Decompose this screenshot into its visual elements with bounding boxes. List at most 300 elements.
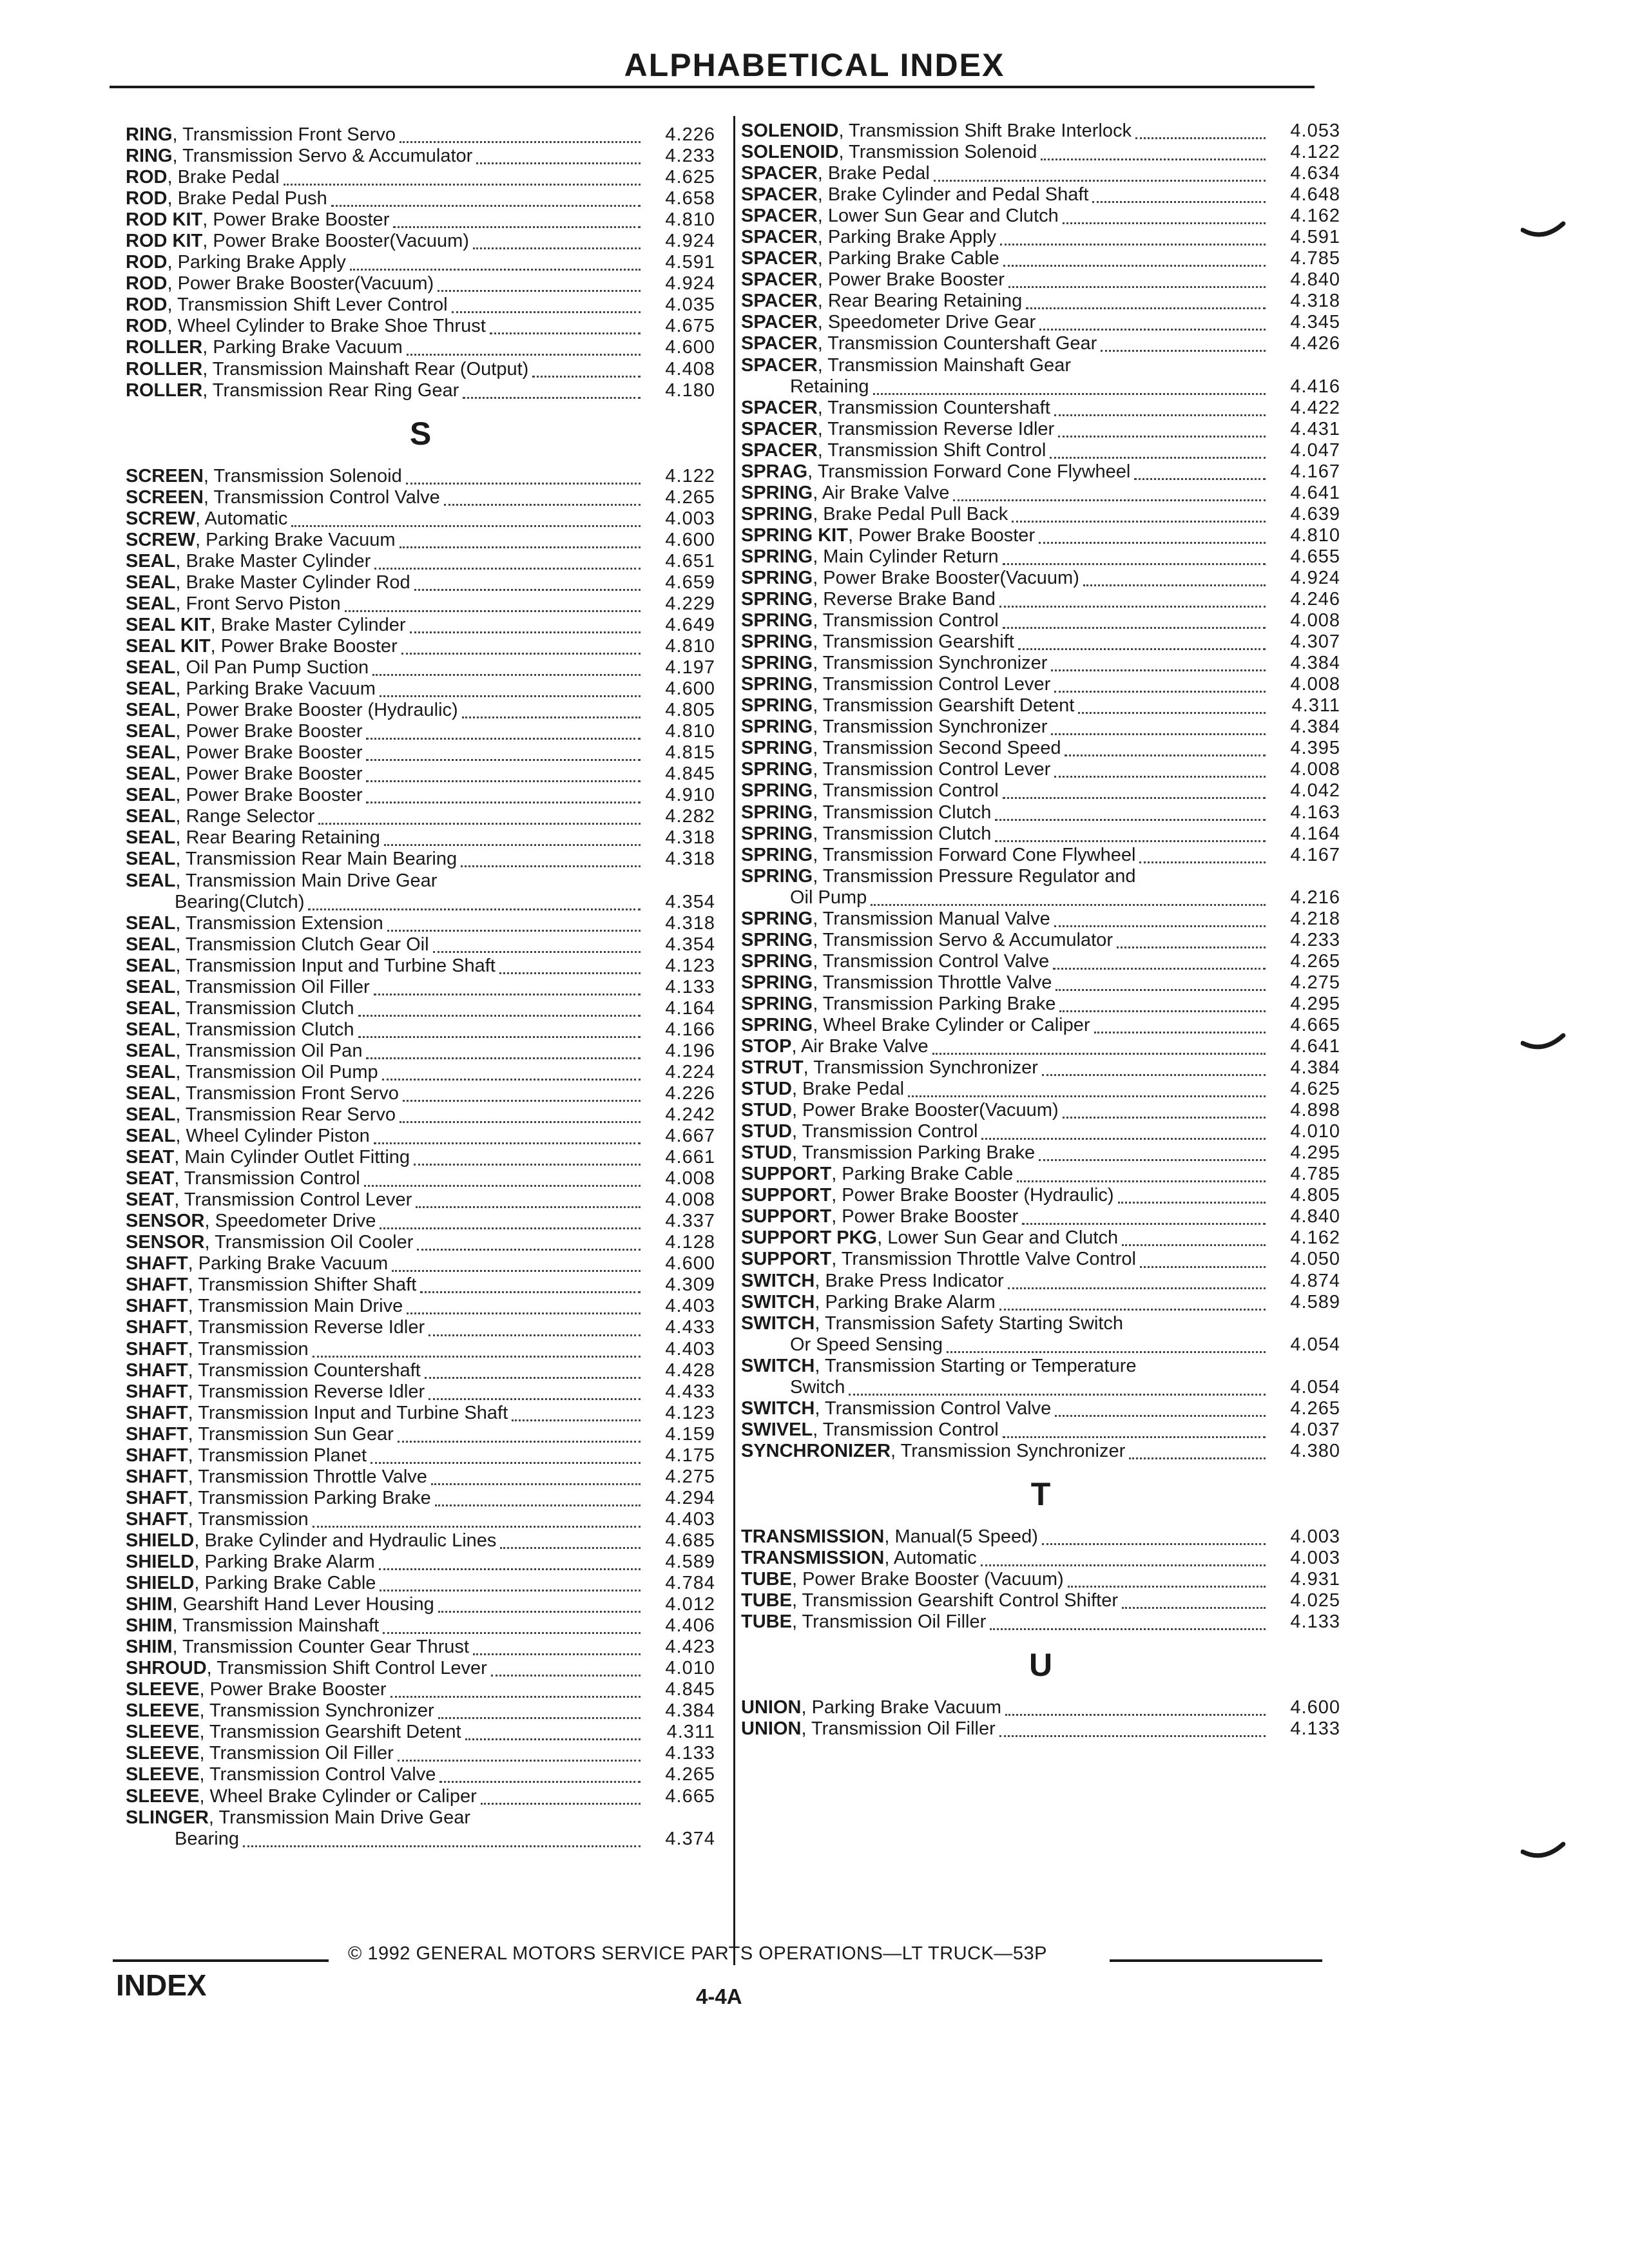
entry-term [126, 380, 459, 401]
entry-description: , Parking Brake Cable [194, 1573, 376, 1594]
entry-keyword: SEAL [126, 1082, 176, 1104]
entry-page-ref: 4.010 [1290, 1121, 1340, 1142]
entry-page-ref: 4.246 [1290, 589, 1340, 610]
entry-keyword: SHAFT [126, 1466, 188, 1487]
entry-term [741, 1164, 1013, 1185]
dot-leader [981, 1555, 1266, 1566]
entry-term [741, 568, 1079, 589]
dot-leader [380, 1218, 641, 1229]
entry-description: , Transmission Control [813, 610, 999, 631]
entry-term [126, 934, 429, 956]
entry-description: , Manual(5 Speed) [884, 1526, 1038, 1547]
entry-term [126, 551, 371, 572]
dot-leader [1117, 937, 1266, 948]
entry-page-ref: 4.042 [1290, 780, 1340, 802]
dot-leader [392, 1261, 641, 1272]
entry-term [126, 1403, 508, 1424]
index-entry [741, 355, 1340, 376]
entry-keyword: SLEEVE [126, 1764, 200, 1785]
index-entry [741, 1419, 1340, 1441]
footer-rule-right [1110, 1959, 1322, 1962]
entry-page-ref: 4.163 [1290, 802, 1340, 823]
entry-description: , Transmission Countershaft Gear [817, 333, 1097, 354]
index-entry [741, 631, 1340, 653]
entry-term [126, 316, 486, 337]
entry-description: , Brake Master Cylinder Rod [175, 572, 410, 593]
entry-page-ref: 4.641 [1290, 482, 1340, 503]
index-entry [126, 1807, 715, 1829]
index-entry [741, 1356, 1340, 1377]
index-entry [126, 530, 715, 551]
index-entry [741, 1590, 1340, 1611]
dot-leader [438, 1708, 641, 1719]
dot-leader [380, 686, 641, 697]
dot-leader [364, 1176, 641, 1187]
entry-description: , Transmission Extension [175, 912, 383, 934]
dot-leader [452, 302, 641, 313]
entry-keyword: SPRING [741, 567, 813, 588]
entry-term [741, 291, 1022, 312]
entry-term [741, 738, 1061, 759]
entry-keyword: SHAFT [126, 1274, 188, 1296]
entry-keyword: SEAT [126, 1147, 175, 1168]
entry-term [741, 1334, 943, 1356]
entry-keyword: SPACER [741, 163, 818, 184]
dot-leader [461, 856, 641, 867]
entry-term [126, 1700, 434, 1722]
entry-description: , Transmission Reverse Idler [817, 418, 1055, 439]
entry-term [126, 337, 403, 358]
entry-term [741, 1057, 1038, 1079]
entry-keyword: ROD [126, 294, 168, 316]
entry-page-ref: 4.403 [665, 1508, 715, 1530]
entry-term [741, 461, 1130, 483]
dot-leader [366, 750, 641, 761]
entry-term [126, 1786, 477, 1807]
entry-description: , Transmission Gearshift [813, 631, 1014, 653]
entry-term [126, 1041, 362, 1062]
entry-term [741, 653, 1047, 674]
index-entry [126, 1445, 715, 1466]
entry-description: , Transmission Rear Servo [175, 1104, 396, 1126]
entry-term [126, 956, 496, 977]
entry-keyword: SPACER [741, 418, 818, 439]
margin-mark [1521, 216, 1566, 248]
entry-description: Bearing(Clutch) [175, 891, 305, 912]
entry-page-ref: 4.008 [665, 1189, 715, 1211]
entry-page-ref: 4.784 [665, 1573, 715, 1594]
dot-leader [382, 1070, 641, 1081]
index-entry [741, 269, 1340, 291]
entry-term [126, 1062, 378, 1083]
entry-term [126, 977, 370, 998]
entry-page-ref: 4.810 [665, 635, 715, 657]
dot-leader [1003, 1427, 1266, 1438]
entry-page-ref: 4.354 [665, 891, 715, 912]
entry-term [741, 248, 999, 269]
entry-description: , Transmission Control Valve [815, 1398, 1052, 1419]
entry-keyword: SCREW [126, 529, 195, 550]
dot-leader [999, 597, 1266, 608]
index-entry [741, 1377, 1340, 1398]
entry-keyword: SPRING KIT [741, 524, 848, 546]
entry-keyword: SEAL [126, 870, 176, 891]
dot-leader [313, 1517, 641, 1528]
dot-leader [366, 771, 641, 782]
entry-keyword: STUD [741, 1121, 792, 1142]
entry-page-ref: 4.295 [1290, 993, 1340, 1014]
entry-keyword: SHAFT [126, 1381, 188, 1402]
index-entry [126, 1104, 715, 1126]
entry-page-ref: 4.665 [1290, 1014, 1340, 1035]
index-entry [741, 1142, 1340, 1164]
entry-keyword: SUPPORT PKG [741, 1227, 878, 1249]
entry-keyword: SUPPORT [741, 1164, 832, 1185]
dot-leader [1101, 341, 1266, 352]
index-entry [741, 1697, 1340, 1718]
index-entry [741, 610, 1340, 631]
dot-leader [416, 1197, 641, 1208]
index-entry [126, 231, 715, 252]
entry-page-ref: 4.218 [1290, 908, 1340, 929]
index-entry [126, 615, 715, 636]
index-entry [126, 1126, 715, 1147]
index-entry [741, 1334, 1340, 1356]
entry-page-ref: 4.406 [665, 1615, 715, 1637]
entry-page-ref: 4.423 [665, 1637, 715, 1658]
entry-keyword: SEAL [126, 550, 176, 572]
entry-page-ref: 4.311 [1291, 695, 1340, 716]
dot-leader [1135, 128, 1266, 139]
index-entry [126, 1764, 715, 1785]
dot-leader [387, 921, 641, 932]
dot-leader [371, 1453, 641, 1464]
entry-description: , Transmission Oil Filler [175, 976, 370, 997]
index-entry [126, 827, 715, 849]
entry-term [126, 1722, 461, 1743]
entry-keyword: SPRING [741, 780, 813, 802]
entry-description: , Brake Master Cylinder [210, 614, 406, 635]
dot-leader [345, 601, 641, 612]
entry-keyword: SCREEN [126, 486, 204, 508]
entry-keyword: SEAL [126, 997, 176, 1019]
index-entry [126, 1466, 715, 1488]
entry-term [741, 610, 999, 631]
dot-leader [1039, 320, 1266, 331]
index-entry [741, 695, 1340, 716]
index-entry [126, 551, 715, 572]
entry-page-ref: 4.665 [665, 1785, 715, 1807]
entry-description: , Oil Pan Pump Suction [175, 657, 369, 678]
entry-keyword: SUPPORT [741, 1206, 832, 1227]
page-title: ALPHABETICAL INDEX [624, 47, 1005, 83]
entry-term [126, 508, 287, 530]
index-entry [126, 849, 715, 870]
margin-mark [1521, 1836, 1566, 1869]
entry-page-ref: 4.634 [1290, 163, 1340, 184]
entry-term [741, 333, 1097, 354]
entry-keyword: STUD [741, 1100, 792, 1121]
entry-term [741, 1569, 1064, 1590]
dot-leader [1094, 1023, 1266, 1033]
entry-keyword: SYNCHRONIZER [741, 1440, 891, 1461]
index-entry [741, 120, 1340, 142]
dot-leader [1039, 533, 1266, 544]
entry-keyword: SPACER [741, 354, 818, 376]
index-entry [741, 419, 1340, 440]
entry-keyword: SEAL [126, 1104, 176, 1126]
dot-leader [1059, 1001, 1266, 1012]
index-entry [741, 376, 1340, 398]
entry-description: , Transmission Mainshaft Rear (Output) [202, 358, 529, 380]
entry-page-ref: 4.054 [1290, 1376, 1340, 1398]
index-entry [126, 1786, 715, 1807]
dot-leader [366, 793, 641, 803]
dot-leader [990, 1619, 1266, 1630]
entry-term [741, 163, 930, 184]
entry-term [126, 636, 398, 657]
index-entry [741, 504, 1340, 525]
entry-term [741, 887, 867, 908]
entry-description: , Automatic [195, 508, 288, 529]
dot-leader [1003, 788, 1266, 799]
entry-term [741, 994, 1055, 1015]
entry-description: , Brake Pedal Pull Back [813, 503, 1008, 524]
entry-term [126, 1424, 394, 1445]
entry-description: , Automatic [884, 1548, 977, 1568]
entry-description: , Transmission Clutch [175, 997, 354, 1019]
entry-page-ref: 4.008 [1290, 759, 1340, 780]
entry-description: , Brake Cylinder and Pedal Shaft [817, 184, 1089, 206]
index-entry [741, 440, 1340, 461]
entry-description: , Wheel Cylinder to Brake Shoe Thrust [167, 316, 486, 337]
entry-description: , Transmission Second Speed [813, 738, 1061, 759]
entry-keyword: SPACER [741, 439, 818, 461]
entry-description: , Power Brake Booster [210, 635, 398, 657]
entry-keyword: SHIELD [126, 1552, 195, 1572]
entry-page-ref: 4.403 [665, 1338, 715, 1360]
entry-term [126, 1488, 431, 1509]
index-entry [126, 337, 715, 358]
entry-keyword: SHIM [126, 1594, 173, 1615]
dot-leader [384, 835, 641, 846]
entry-page-ref: 4.403 [665, 1296, 715, 1317]
dot-leader [1127, 1321, 1266, 1331]
dot-leader [350, 260, 641, 271]
entry-description: , Transmission Clutch [813, 823, 992, 844]
entry-description: , Transmission Rear Main Bearing [175, 849, 458, 870]
entry-keyword: SHAFT [126, 1508, 188, 1530]
entry-keyword: SEAL [126, 849, 176, 870]
entry-term [741, 866, 1135, 887]
entry-description: , Transmission Synchronizer [199, 1700, 434, 1722]
entry-description: , Transmission Front Servo [175, 1082, 399, 1104]
entry-keyword: SOLENOID [741, 120, 839, 141]
entry-page-ref: 4.053 [1290, 120, 1340, 141]
dot-leader [1140, 1257, 1266, 1268]
entry-description: , Air Brake Valve [813, 482, 950, 503]
index-entry [126, 1083, 715, 1104]
dot-leader [358, 1027, 641, 1038]
entry-page-ref: 4.162 [1290, 1227, 1340, 1249]
entry-page-ref: 4.175 [665, 1445, 715, 1466]
entry-page-ref: 4.815 [665, 742, 715, 764]
entry-keyword: SEAL [126, 806, 176, 827]
entry-keyword: SEAL [126, 1040, 176, 1061]
index-column-left [126, 124, 715, 1850]
entry-keyword: TUBE [741, 1590, 792, 1611]
entry-keyword: SPRING [741, 950, 813, 972]
entry-keyword: SHAFT [126, 1423, 188, 1445]
entry-term [126, 1743, 394, 1764]
entry-page-ref: 4.307 [1290, 631, 1340, 653]
entry-page-ref: 4.661 [665, 1147, 715, 1168]
entry-term [126, 827, 380, 849]
entry-term [741, 376, 869, 398]
entry-page-ref: 4.265 [665, 1764, 715, 1785]
entry-description: , Transmission Main Drive Gear [175, 870, 438, 891]
entry-page-ref: 4.600 [665, 337, 715, 358]
entry-page-ref: 4.600 [665, 1253, 715, 1274]
entry-term [741, 1249, 1136, 1270]
index-entry [126, 998, 715, 1019]
entry-keyword: SLEEVE [126, 1785, 200, 1807]
dot-leader [953, 490, 1266, 501]
entry-keyword: SCREEN [126, 465, 204, 486]
index-entry [741, 398, 1340, 419]
index-entry [126, 764, 715, 785]
index-entry [126, 934, 715, 956]
entry-page-ref: 4.122 [665, 465, 715, 486]
dot-leader [403, 1091, 641, 1102]
dot-leader [420, 1282, 641, 1293]
entry-keyword: SWITCH [741, 1270, 815, 1291]
index-entry [126, 1530, 715, 1552]
dot-leader [1063, 213, 1266, 224]
entry-keyword: SPRING [741, 695, 813, 716]
dot-leader [1050, 448, 1266, 459]
entry-page-ref: 4.374 [665, 1828, 715, 1849]
entry-description: , Gearshift Hand Lever Housing [172, 1594, 434, 1615]
entry-term [741, 1271, 1004, 1292]
index-entry [741, 1313, 1340, 1334]
index-entry [741, 568, 1340, 589]
index-entry [126, 466, 715, 487]
entry-description: , Transmission Control [174, 1168, 360, 1189]
dot-leader [481, 1794, 641, 1805]
entry-term [126, 188, 327, 209]
entry-page-ref: 4.123 [665, 1402, 715, 1423]
dot-leader [462, 707, 641, 718]
dot-leader [407, 1303, 641, 1314]
entry-page-ref: 4.600 [665, 529, 715, 550]
dot-leader [1017, 1171, 1266, 1182]
entry-keyword: SPACER [741, 269, 818, 291]
dot-leader [1134, 469, 1266, 480]
entry-term [126, 1807, 470, 1829]
index-entry [126, 1041, 715, 1062]
entry-keyword: SWITCH [741, 1398, 815, 1419]
entry-description: , Air Brake Valve [791, 1036, 929, 1057]
index-entry [741, 994, 1340, 1015]
dot-leader [1051, 724, 1266, 735]
entry-keyword: SEAL [126, 1126, 176, 1147]
entry-description: , Transmission Mainshaft Gear [817, 354, 1071, 376]
entry-term [126, 273, 434, 294]
dot-leader [1083, 575, 1266, 586]
entry-keyword: SLEEVE [126, 1743, 200, 1764]
dot-leader [410, 622, 641, 633]
entry-description: , Transmission Oil Filler [801, 1718, 996, 1740]
entry-keyword: STOP [741, 1036, 792, 1057]
entry-description: , Transmission Manual Valve [813, 908, 1050, 929]
entry-description: , Transmission Pressure Regulator and [813, 865, 1136, 887]
index-entry [126, 1829, 715, 1850]
dot-leader [318, 814, 641, 825]
entry-page-ref: 4.123 [665, 955, 715, 976]
entry-description: , Transmission Starting or Temperature [815, 1355, 1137, 1376]
index-entry [126, 742, 715, 764]
dot-leader [429, 1389, 641, 1400]
entry-keyword: SPACER [741, 227, 818, 248]
entry-page-ref: 4.785 [1290, 1164, 1340, 1185]
entry-description: , Wheel Cylinder Piston [175, 1126, 370, 1147]
dot-leader [873, 384, 1266, 395]
entry-description: , Transmission Countershaft [188, 1360, 421, 1381]
entry-term [126, 487, 440, 508]
entry-page-ref: 4.233 [665, 146, 715, 167]
index-entry [126, 956, 715, 977]
entry-term [126, 700, 458, 721]
entry-page-ref: 4.025 [1290, 1590, 1340, 1611]
dot-leader [465, 1729, 641, 1740]
entry-page-ref: 4.164 [1290, 823, 1340, 844]
entry-term [126, 1658, 487, 1679]
entry-keyword: SENSOR [126, 1232, 205, 1253]
entry-term [741, 951, 1049, 972]
entry-page-ref: 4.625 [1290, 1079, 1340, 1100]
entry-term [126, 849, 457, 870]
entry-description: , Transmission Control [813, 1419, 999, 1440]
dot-leader [284, 175, 641, 186]
dot-leader [1051, 660, 1266, 671]
entry-page-ref: 4.395 [1290, 738, 1340, 759]
entry-description: , Power Brake Booster [817, 269, 1005, 291]
entry-keyword: ROD [126, 316, 168, 337]
entry-term [741, 312, 1036, 333]
dot-leader [1003, 554, 1266, 565]
index-entry [741, 887, 1340, 908]
entry-term [126, 1211, 376, 1232]
dot-leader [400, 1112, 641, 1123]
entry-term [741, 419, 1054, 440]
dot-leader [1139, 874, 1266, 883]
entry-description: , Transmission [188, 1508, 309, 1530]
dot-leader [476, 153, 641, 164]
entry-term [741, 1100, 1059, 1121]
section-label: INDEX [116, 1968, 207, 2002]
entry-page-ref: 4.037 [1290, 1419, 1340, 1440]
index-entry [741, 227, 1340, 248]
entry-page-ref: 4.651 [665, 550, 715, 572]
entry-keyword: SEAL [126, 934, 176, 955]
index-entry [126, 1274, 715, 1296]
entry-description: , Transmission Clutch [813, 802, 992, 823]
dot-leader [1041, 149, 1266, 160]
entry-description: , Transmission Control Valve [813, 950, 1050, 972]
index-entry [126, 1189, 715, 1211]
entry-page-ref: 4.318 [665, 912, 715, 934]
